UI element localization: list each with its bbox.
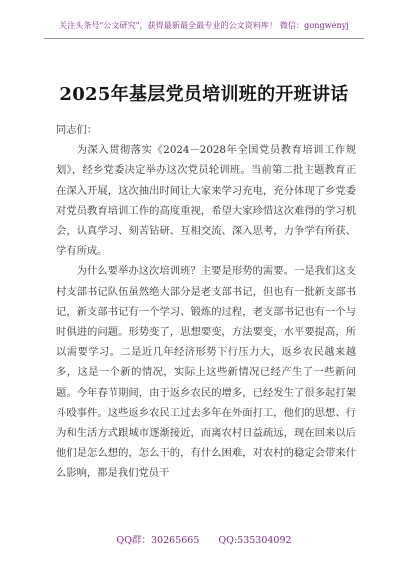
paragraph-2: 为什么要举办这次培训班？主要是形势的需要。一是我们这支村支部书记队伍虽然绝大部分是老支部书记，但也有一批新支部书记，新支部书记有一个学习、锻炼的过程，老支部书记也有一个与时俱进的问题。形势变了，思想要变，方法要变，水平要提高，所以需要学习。二是近几年经济形势下行压力大，返乡农民越来越多，这是一个新的情况，实际上这些新情况已经产生了一些新问题。今年春节期间，由于返乡农民的增多，已经发生了很多起打架斗殴事件。这些返乡农民工过去多年在外面打工，他们的思想、行为和生活方式跟城市逐渐接近，而离农村日益疏远，现在回来以后他们是怎么想的，怎么干的，有什么困难，对农村的稳定会带来什么影响，都是我们党员干 [56, 265, 356, 480]
document-title: 2025年基层党员培训班的开班讲话 [59, 84, 349, 105]
document-body [56, 120, 356, 484]
header-divider [44, 38, 364, 39]
header-banner: 关注头条号"公文研究"，获得最新最全最专业的公文资料库！ 微信：gongwenyj [59, 21, 349, 30]
footer [0, 532, 408, 546]
salutation: 同志们： [56, 124, 98, 136]
footer-qq-group: QQ群：30265665 [116, 535, 200, 546]
paragraph-1: 为深入贯彻落实《2024－2028年全国党员教育培训工作规划》，经乡党委决定举办这次党员轮训班。当前第二批主题教育正在深入开展，这次抽出时间让大家来学习充电，充分体现了乡党委对党员教育培训工作的高度重视，希望大家珍惜这次难得的学习机会，认真学习、刻苦钻研、互相交流、深入思考，力争学有所获、学有所成。 [56, 144, 356, 258]
footer-qq-number: QQ:535304092 [218, 535, 292, 546]
